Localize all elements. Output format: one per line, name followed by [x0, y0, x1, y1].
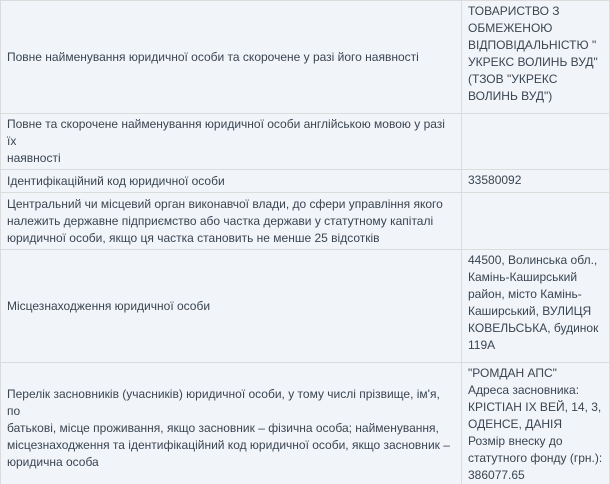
table-row [1, 250, 610, 363]
field-value-id-code: 33580092 [462, 170, 610, 193]
table-row [1, 114, 610, 170]
field-label-governing-authority: Центральний чи місцевий орган виконавчої влади, до сфери управління якого належить державне підприємство або частка держави у статутному капіталі юридичної особи, якщо ця частка становить не менше 25 відсотків [1, 193, 462, 250]
field-value-founders: "РОМДАН АПС" Адреса засновника: КРІСТІАН IX ВЕЙ, 14, 3, ОДЕНСЕ, ДАНІЯ Розмір внеску до статутного фонду (грн.): 386077.65 [462, 363, 610, 484]
field-value-governing-authority [462, 193, 610, 250]
table-row [1, 363, 610, 484]
table-row [1, 193, 610, 250]
field-label-english-name: Повне та скорочене найменування юридичної особи англійською мовою у разі їх наявності [1, 114, 462, 170]
field-label-location: Місцезнаходження юридичної особи [1, 250, 462, 363]
table-row [1, 170, 610, 193]
field-label-full-name: Повне найменування юридичної особи та скорочене у разі його наявності [1, 1, 462, 114]
field-value-english-name [462, 114, 610, 170]
field-value-location: 44500, Волинська обл., Камінь-Каширський район, місто Камінь- Каширський, ВУЛИЦЯ КОВЕЛЬСЬКА, будинок 119А [462, 250, 610, 363]
field-label-founders: Перелік засновників (учасників) юридичної особи, у тому числі прізвище, ім'я, по батькові, місце проживання, якщо засновник – фізична особа; найменування, місцезнаходження та ідентифікаційний код юридичної особи, якщо засновник – юридична особа [1, 363, 462, 484]
field-value-full-name: ТОВАРИСТВО З ОБМЕЖЕНОЮ ВІДПОВІДАЛЬНІСТЮ " УКРЕКС ВОЛИНЬ ВУД" (ТЗОВ "УКРЕКС ВОЛИНЬ ВУД") [462, 1, 610, 114]
table-row [1, 1, 610, 114]
field-label-id-code: Ідентифікаційний код юридичної особи [1, 170, 462, 193]
